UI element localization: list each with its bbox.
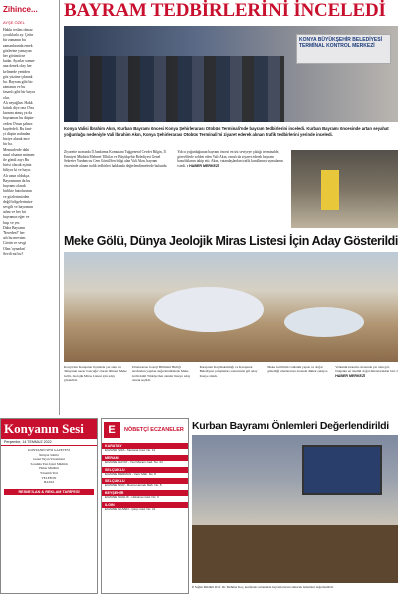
story-meke-col2: Uluslararası Jeoloji Bilimleri Birliği tarafından yapılan değerlendirmede Meke Gölü dahil Türkiye'den alanlar listeye aday olarak seçildi. <box>131 365 191 383</box>
pharmacy-entry: ECZANE GÜVEN - Çarşı Cad. No: 21 <box>105 506 156 511</box>
pharmacy-region: ILGIN <box>102 502 188 508</box>
main-caption: Konya Valisi İbrahim Akın, Kurban Bayramı öncesi Konya Şehirlerarası Otobüs Terminali'nde bayram tedbirlerini inceledi. Kurban Bayramı öncesinde artan seyahat yoğunluğu nedeniyle Vali İbrahim Akın, Konya Şehirlerarası Otobüs Terminali'ni ziyaret ederek alınan trafik tedbirlerini yerinde inceledi. <box>64 126 389 137</box>
story-terminal-byline: • HABER MERKEZİ <box>186 163 220 168</box>
police-photo <box>291 150 398 228</box>
officials-group <box>64 56 284 122</box>
masthead-info: KONYANIN SESİ GAZETESİ İmtiyaz Sahibi Genel Yayın Yönetmeni Sorumlu Yazı İşleri Müdürü Haber Müdürü Yönetim Yeri TELEFON BASKI <box>28 448 70 485</box>
column-author: AYŞE ÖZEL <box>3 20 25 25</box>
story-meke <box>64 365 398 415</box>
kurban-headline: Kurban Bayramı Önlemleri Değerlendirildi <box>192 420 389 432</box>
projection-screen <box>302 445 382 495</box>
lake-water <box>154 287 264 332</box>
story-terminal-col2-text: Yolcu yoğunluğunun bayram öncesi en üst seviyeye çıktığı terminalde, görevlilerle sohbet eden Vali Akın, esnafı da ziyaret ederek bayram hazırlıklarını takip etti. Akın, vatandaşlardan trafik kurallarına uymalarını istedi. <box>177 150 284 168</box>
lake-water-secondary <box>284 307 364 337</box>
masthead <box>0 418 98 594</box>
main-headline: BAYRAM TEDBİRLERİNİ İNCELEDİ <box>64 0 386 21</box>
story-meke-col1: Konya'nın Karapınar ilçesinde yer alan ve 'dünyanın nazar boncuğu' olarak bilinen Meke Gölü, Jeolojik Miras Listesi için aday gösterildi. <box>64 365 127 383</box>
story-meke-col5 <box>335 365 398 415</box>
column-title: Zihince... <box>3 4 38 14</box>
newspaper-logo: Konyanın Sesi <box>1 419 97 439</box>
meeting-photo <box>192 435 398 583</box>
left-column <box>0 0 60 415</box>
meke-lake-photo <box>64 252 398 362</box>
terminal-sign <box>296 34 391 64</box>
pharmacy-entry: ECZANE SAĞLIK - Hükümet Cad. No: 3 <box>105 495 159 500</box>
pharmacy-region: KARATAY <box>102 443 188 449</box>
terminal-sign-text: KONYA BÜYÜKŞEHİR BELEDİYESİ TERMİNAL KONTROL MERKEZİ <box>299 37 382 49</box>
pharmacy-region: BEYŞEHİR <box>102 490 188 496</box>
pharmacy-region: MERAM <box>102 455 188 461</box>
pharmacy-header <box>102 419 188 441</box>
column-header <box>0 0 59 18</box>
pharmacy-region: SELÇUKLU <box>102 467 188 473</box>
story-terminal <box>64 150 398 228</box>
pharmacy-region: SELÇUKLU <box>102 478 188 484</box>
main-photo <box>64 26 398 122</box>
pharmacy-title: NÖBETÇİ ECZANELER <box>124 427 184 433</box>
meke-headline: Meke Gölü, Dünya Jeolojik Miras Listesi İçin Aday Gösterildi <box>64 234 398 248</box>
story-meke-col4: Meke Gölü'nün volkanik yapısı ve doğal güzelliği uluslararası arenada dikkat çekiyor. <box>267 365 329 374</box>
pharmacy-entry: ECZANE HAYAT - Yeni Meram Cad. No: 44 <box>105 459 163 464</box>
ad-tariff-label: RESMİ İLAN & REKLAM TARİFESİ <box>4 489 94 495</box>
story-meke-byline: • HABER MERKEZİ <box>335 369 398 378</box>
story-terminal-col2 <box>177 150 284 228</box>
conference-table <box>192 525 398 583</box>
pharmacy-entry: ECZANE NUR - Bosna Hersek Mah. No: 5 <box>105 483 162 488</box>
pharmacy-e-icon: E <box>104 422 120 438</box>
story-meke-col5-text: Volkanik kraterin ortasında yer alan göl, bölgenin en önemli doğal miraslarından biri. <box>335 365 396 374</box>
issue-date: Perşembe, 14 TEMMUZ 2022 <box>1 439 97 446</box>
pharmacy-entry: ECZANE DERMAN - Yazır Mah. No: 8 <box>105 471 156 476</box>
kurban-story-text: İl Sağlık Müdürü Prof. Dr. Mehmet Koç, konferans salonunda bayram öncesi alınacak önlemleri değerlendirdi. <box>192 585 334 589</box>
pharmacy-box <box>101 418 189 594</box>
column-text: Hakkı teslim olmaz çocuklarla ay. Çetin bir zamanın bu zamanlarında emek gözlerine yansıyan her görüntü ne kadar. Ayarlar sonun- una denek olay her kelimede yeniden göz yüzüne çıkmak bu. Bayram gibi bir zamanın ve bu fasarılı gibi bir bayra olur. Alı neyağlan. Hakk lattırk diye ona O'na karnını atmış ya da bayramını bu düşün- ceden O'nun şahsın kaydedeli. Bu fani- yi düşün ardından biziye alarak ince bir ba. Memurlerde dahi nasıl olsanın mümen ile gönül zayı Bu birisi olacak eşiniz biliyor ki ve hayır. Alı uzun oldukça. Bayramının da bu bayramı olarak birlikte hatırlarının ve gözlerimizden değil bölgelerimize sevgili ve bayramın adını ve her bir bayramın eğer ve başı ve yer. Daha Bayramı 'Nereden?' her adı bu mevsim. Görün ve sevgi Olan 'aynadan' Sevdi mi bu? <box>3 28 36 256</box>
pharmacy-entry: ECZANE ŞIFA - Mevlana Cad. No: 12 <box>105 448 156 452</box>
story-meke-col3: Karapınar Kaymakamlığı ve Karapınar Belediyesi çalışmaları sonucunda göl aday listeye alındı. <box>199 365 258 378</box>
story-terminal-col1: Ziyarette sırasında İl Jandarma Komutanı Tuğgeneral Cevdet Bilgin, İl Emniyet Müdürü Mehmet Tilkilar ve Büyükşehir Belediyesi Genel Sekreter Yardımcısı Cem Gönül'den bilgi alan Vali Akın, bayram öncesinde alınan trafik tedbirleri hakkında değerlendirmelerde bulundu. <box>64 150 168 168</box>
